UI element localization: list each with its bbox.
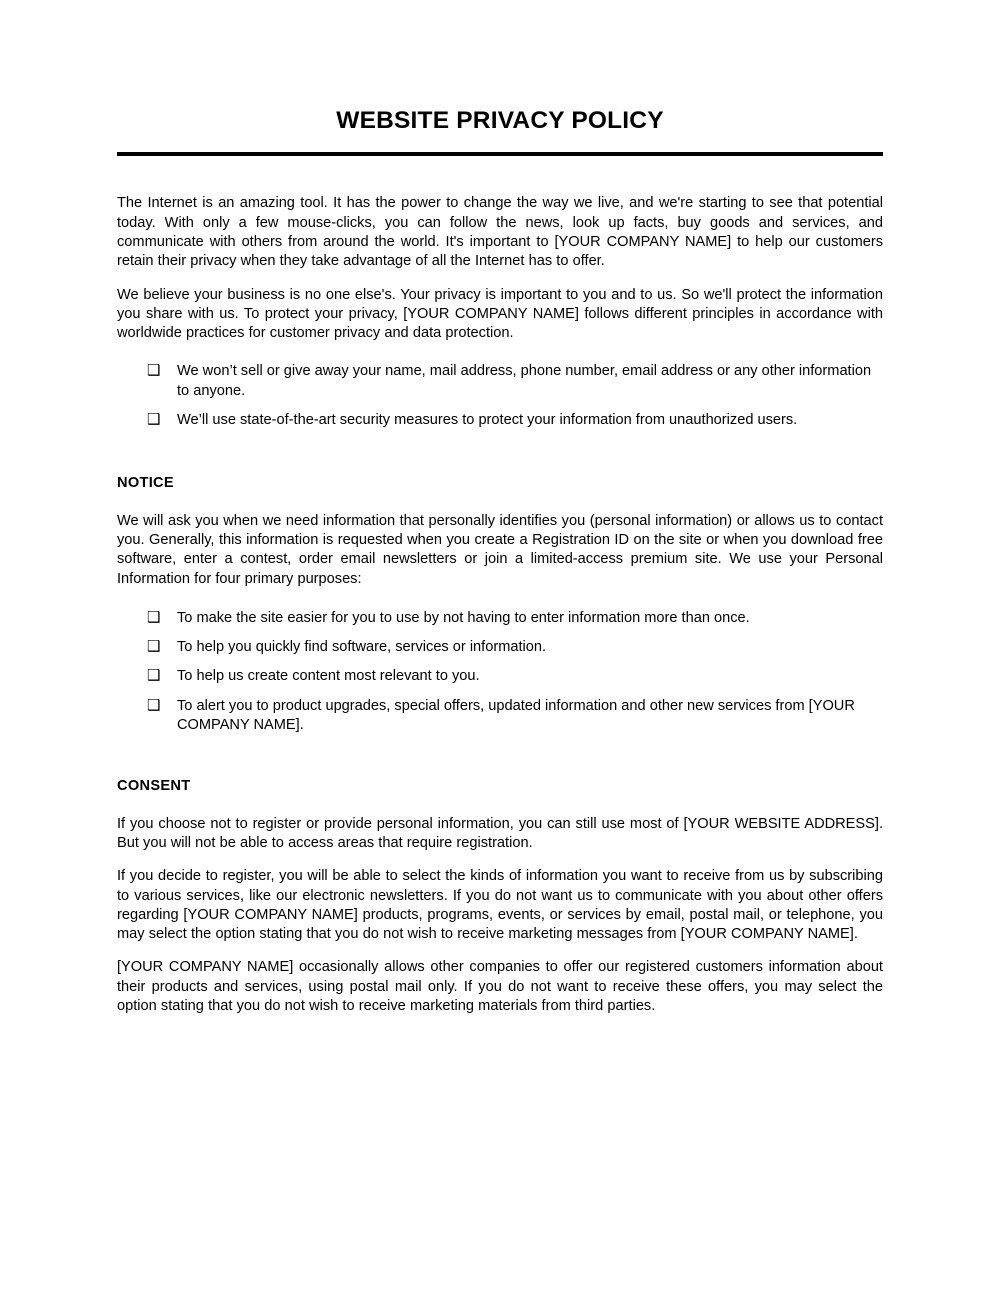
list-item-text: To make the site easier for you to use by not having to enter information more than once.	[177, 609, 750, 626]
list-item	[117, 362, 883, 401]
list-item-text: We won’t sell or give away your name, mail address, phone number, email address or any other information to anyone.	[177, 363, 872, 399]
document-body	[117, 0, 883, 1016]
consent-paragraph-1: If you choose not to register or provide personal information, you can still use most of [YOUR WEBSITE ADDRESS]. But you will not be able to access areas that require registration.	[117, 815, 883, 851]
checkbox-square-icon: ❑	[147, 607, 161, 626]
intro-paragraph-2: We believe your business is no one else's. Your privacy is important to you and to us. So we'll protect the information you share with us. To protect your privacy, [YOUR COMPANY NAME] follows different principles in accordance with worldwide practices for customer privacy and data protection.	[117, 286, 883, 342]
notice-paragraph: We will ask you when we need information that personally identifies you (personal information) or allows us to contact you. Generally, this information is requested when you create a Registration ID on the site or when you download free software, enter a contest, order email newsletters or join a limited-access premium site. We use your Personal Information for four primary purposes:	[117, 512, 883, 587]
list-item	[117, 697, 883, 736]
list-item	[117, 609, 883, 628]
list-item-text: We’ll use state-of-the-art security measures to protect your information from unauthorized users.	[177, 412, 798, 429]
intro-bullet-list	[117, 362, 883, 430]
checkbox-square-icon: ❑	[147, 361, 161, 380]
checkbox-square-icon: ❑	[147, 666, 161, 685]
list-item-text: To alert you to product upgrades, special offers, updated information and other new services from [YOUR COMPANY NAME].	[177, 697, 855, 734]
notice-bullet-list	[117, 609, 883, 735]
list-item-text: To help you quickly find software, services or information.	[177, 639, 547, 656]
title-divider	[117, 152, 883, 156]
checkbox-square-icon: ❑	[147, 410, 161, 429]
consent-paragraph-3: [YOUR COMPANY NAME] occasionally allows other companies to offer our registered customers information about their products and services, using postal mail only. If you do not want to receive these offers, you may select the option stating that you do not wish to receive marketing materials from third parties.	[117, 959, 883, 1014]
section-heading-consent: CONSENT	[117, 778, 191, 795]
page-title: WEBSITE PRIVACY POLICY	[336, 107, 664, 134]
list-item	[117, 411, 883, 430]
consent-section-header	[117, 777, 883, 796]
list-item	[117, 638, 883, 657]
notice-section-header	[117, 474, 883, 493]
intro-paragraph-1: The Internet is an amazing tool. It has the power to change the way we live, and we're starting to see that potential today. With only a few mouse-clicks, you can follow the news, look up facts, buy goods and services, and communicate with others from around the world. It's important to [YOUR COMPANY NAME] to help our customers retain their privacy when they take advantage of all the Internet has to offer.	[117, 195, 883, 270]
section-heading-notice: NOTICE	[117, 475, 174, 492]
consent-paragraph-2: If you decide to register, you will be able to select the kinds of information you want to receive from us by subscribing to various services, like our electronic newsletters. If you do not want us to communicate with you about other offers regarding [YOUR COMPANY NAME] products, programs, events, or services by email, postal mail, or telephone, you may select the option stating that you do not wish to receive marketing messages from [YOUR COMPANY NAME].	[117, 868, 883, 943]
checkbox-square-icon: ❑	[147, 695, 161, 714]
checkbox-square-icon: ❑	[147, 637, 161, 656]
list-item	[117, 667, 883, 686]
list-item-text: To help us create content most relevant to you.	[177, 668, 480, 685]
